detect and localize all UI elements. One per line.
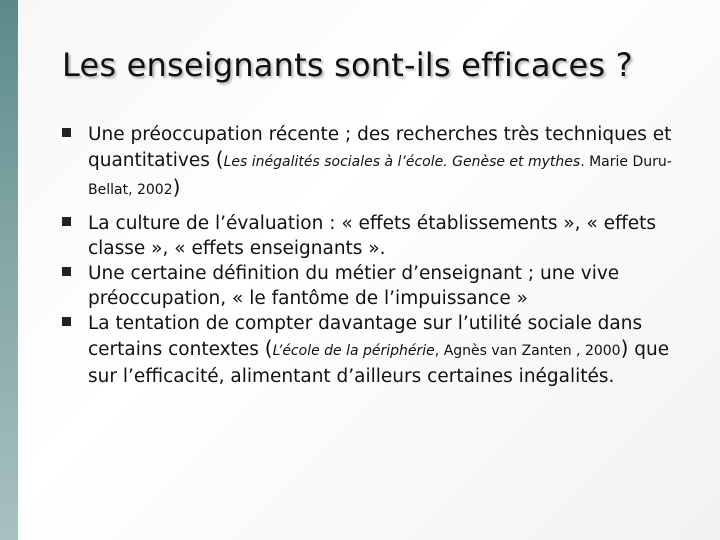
bullet-text: Une préoccupation récente ; des recherches très techniques et quantitatives [88,124,672,171]
bullet-item [62,211,702,261]
bullet-list [62,122,702,389]
bullet-text: La tentation de compter davantage sur l’utilité sociale dans certains contextes [88,313,643,360]
bullet-text: La culture de l’évaluation : « effets établissements », « effets classe », « effets enseignants ». [88,213,657,259]
paren-close: ) [172,175,181,199]
reference-author: , Agnès van Zanten , 2000 [434,343,621,359]
reference-title: Les inégalités sociales à l’école. Genèse et mythes [223,154,581,170]
square-bullet-icon [62,267,71,276]
reference-author: . Marie Duru-Bellat, 2002 [88,154,672,198]
paren-close: ) [620,336,629,360]
left-accent-bar [0,0,18,540]
square-bullet-icon [62,128,71,137]
bullet-item [62,261,702,311]
paren-open: ( [264,336,273,360]
bullet-item [62,311,702,389]
bullet-item [62,122,702,203]
reference-title: L’école de la périphérie [272,343,435,359]
slide-title: Les enseignants sont-ils efficaces ? [62,46,633,84]
square-bullet-icon [62,217,71,226]
paren-open: ( [215,147,224,171]
bullet-text-continued: que sur l’efficacité, alimentant d’ailleurs certaines inégalités. [88,339,670,387]
bullet-text: Une certaine définition du métier d’enseignant ; une vive préoccupation, « le fantôme de l’impuissance » [88,263,620,309]
square-bullet-icon [62,317,71,326]
